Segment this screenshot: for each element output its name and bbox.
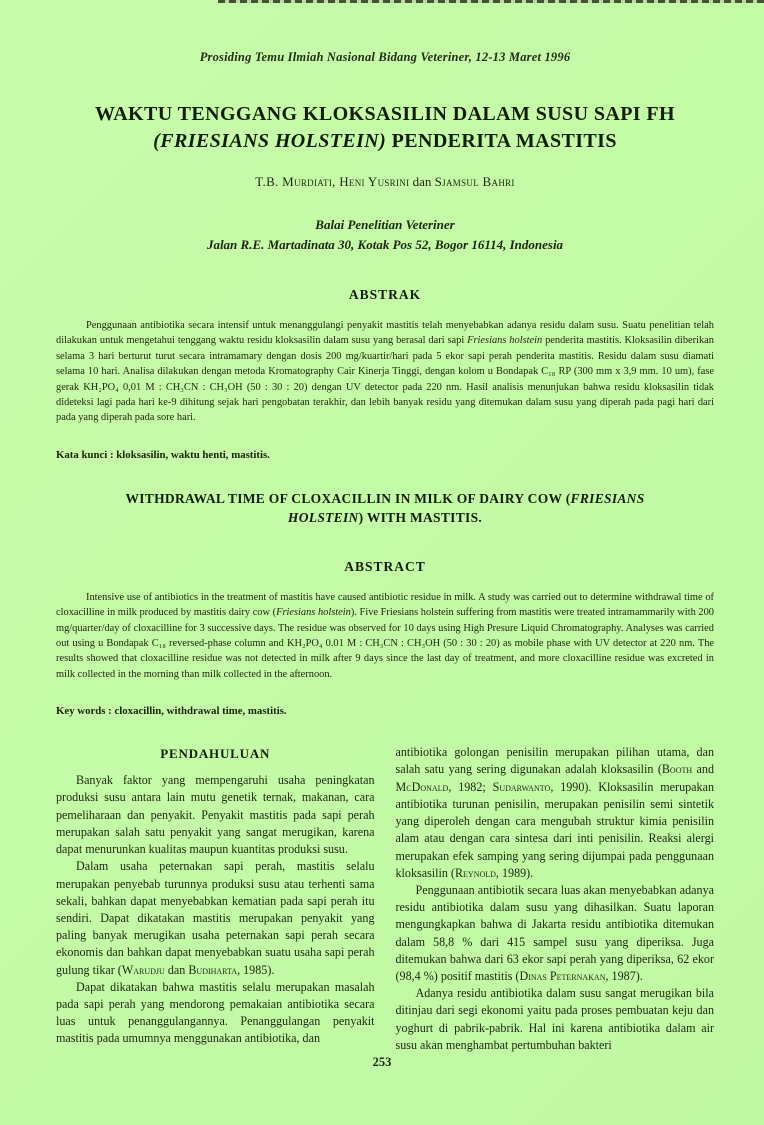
paper-title-line1: WAKTU TENGGANG KLOKSASILIN DALAM SUSU SAPI FH [95,103,675,125]
english-title: WITHDRAWAL TIME OF CLOXACILLIN IN MILK OF DAIRY COW (FRIESIANS HOLSTEIN) WITH MASTITIS. [125,490,645,525]
page-number: 253 [372,1055,392,1069]
pendahuluan-heading: PENDAHULUAN [160,746,271,762]
scan-edge-artifact [218,0,764,3]
intro-paragraph: antibiotika golongan penisilin merupakan pilihan utama, dan salah satu yang sering digunakan adalah kloksasilin (Booth and McDonald, 1982; Sudarwanto, 1990). Kloksasilin merupakan antibiotika turunan penisilin, merupakan penisilin semi sintetik yang diperoleh dengan cara mengubah struktur kimia penisilin alam atau dengan cara sintesa dari inti penisilin. Reaksi alergi merupakan efek samping yang sering dijumpai pada penggunaan kloksasilin (Reynold, 1989). [395,745,714,880]
abstrak-heading: ABSTRAK [348,287,422,302]
key-words-line: Key words : cloxacillin, withdrawal time, mastitis. [56,705,287,718]
affiliation-block [56,215,714,255]
abstract-heading: ABSTRACT [344,558,426,574]
intro-paragraph: Dalam usaha peternakan sapi perah, mastitis selalu merupakan penyebab turunnya produksi susu atau terhenti sama sekali, bahkan dapat menyebabkan kematian pada sapi perah itu sendiri. Dapat dikatakan mastitis merupakan penyakit yang paling banyak merugikan usaha peternakan sapi perah secara ekonomis dan bahkan dapat menyebabkan suatu usaha sapi perah gulung tikar (Warudju dan Budiharta, 1985). [56,859,375,977]
affiliation-address: Jalan R.E. Martadinata 30, Kotak Pos 52, Bogor 16114, Indonesia [206,237,564,252]
intro-paragraph: Dapat dikatakan bahwa mastitis selalu merupakan masalah pada sapi perah yang mendorong pemakaian antibiotika secara luas untuk penanggulangannya. Penanggulangan penyakit mastitis pada umumnya menggunakan antibiotika, dan [56,979,375,1046]
paper-title [56,101,714,155]
intro-paragraph: Adanya residu antibiotika dalam susu sangat merugikan bila ditinjau dari segi ekonomi yaitu pada proses pembuatan keju dan yoghurt di pabrik-pabrik. Hal ini karena antibiotika dalam air susu akan menghambat pertumbuhan bakteri [395,986,714,1052]
right-column [396,744,715,1054]
authors-line: T.B. Murdiati, Heni Yusrini dan Sjamsul Bahri [255,174,515,189]
proceedings-header: Prosiding Temu Ilmiah Nasional Bidang Veteriner, 12-13 Maret 1996 [199,50,571,64]
intro-paragraph: Banyak faktor yang mempengaruhi usaha peningkatan produksi susu antara lain mutu genetik ternak, makanan, cara pemeliharaan dan penyakit. Penyakit mastitis pada sapi perah merupakan salah satu penyakit yang sangat merugikan, karena dapat menurunkan kualitas maupun kuantitas produksi susu. [56,773,375,857]
affiliation-institute: Balai Penelitian Veteriner [315,217,455,232]
intro-paragraph: Penggunaan antibiotik secara luas akan menyebabkan adanya residu antibiotika dalam susu yang dihasilkan. Suatu laporan mengungkapkan bahwa di Jakarta residu antibiotika ditemukan dalam 58,8 % dari 415 sampel susu yang diperiksa. Juga ditemukan bahwa dari 63 ekor sapi perah yang diperiksa, 62 ekor (98,4 %) positif mastitis (Dinas Peternakan, 1987). [395,882,714,983]
abstract-body: Intensive use of antibiotics in the treatment of mastitis have caused antibiotic residue in milk. A study was carried out to determine withdrawal time of cloxacilline in milk produced by mastitis dairy cow (Friesians holstein). Five Friesians holstein suffering from mastitis were treated intramammarily with 200 mg/quarter/day of cloxacilline for 3 successive days. The residue was observed for 10 days using High Presure Liquid Chromatography. Analyses was carried out using u Bondapak C₁₈ reversed-phase column and KH₂PO₄ 0.01 M : CH₃CN : CH₃OH (50 : 30 : 20) as mobile phase with UV detector at 220 nm. The results showed that cloxacilline residue was not detected in milk after 9 days since the last day of treatment, and more cloxacilline residue was excreted in milk collected in the morning than milk collected in the afternoon. [56,591,714,680]
abstrak-body: Penggunaan antibiotika secara intensif untuk menanggulangi penyakit mastitis telah menyebabkan adanya residu dalam susu. Suatu penelitian telah dilakukan untuk mengetahui tenggang waktu residu kloksasilin dalam susu yang berasal dari sapi Friesians holstein penderita mastitis. Kloksasilin diberikan selama 3 hari berturut turut secara intramamary dengan dosis 200 mg/kuartir/hari pada 5 ekor sapi perah penderita mastitis. Residu dalam susu diamati selama 10 hari. Analisa dilakukan dengan metoda Kromatography Cair Kinerja Tinggi, dengan kolom u Bondapak C₁₈ RP (300 mm x 3,9 mm. 10 um), fase gerak KH₂PO₄ 0,01 M : CH₃CN : CH₃OH (50 : 30 : 20) dengan UV detector pada 220 nm. Hasil analisis menunjukan bahwa residu kloksasilin tidak dideteksi lagi pada hari ke-9 dihitung sejak hari pengobatan terakhir, dan lebih banyak residu yang ditemukan dalam susu yang diperah pada pagi hari dari pada yang diperah pada sore hari. [56,320,714,424]
paper-title-line2: (FRIESIANS HOLSTEIN) PENDERITA MASTITIS [153,130,617,152]
left-column [56,744,375,1054]
two-column-body [56,744,714,1054]
kata-kunci-line: Kata kunci : kloksasilin, waktu henti, mastitis. [56,448,270,461]
